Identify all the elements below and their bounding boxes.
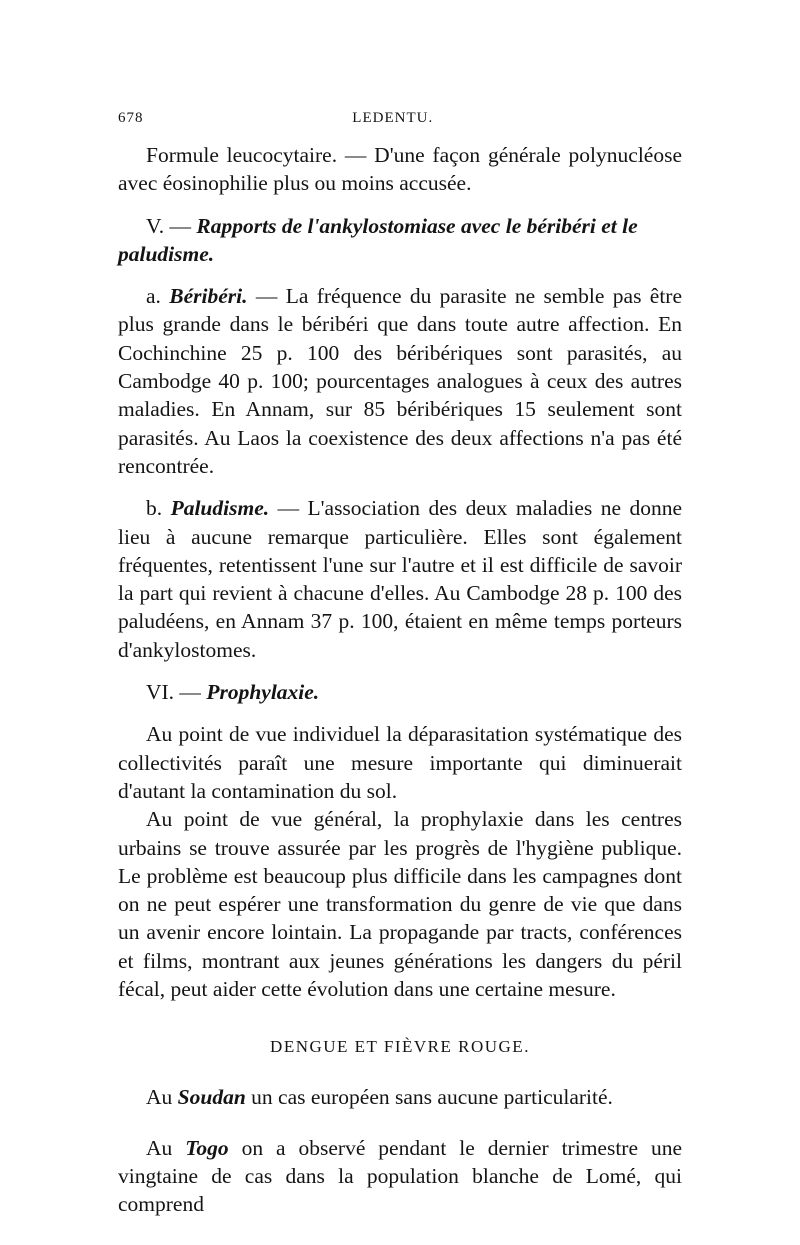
paludisme-term: Paludisme. — [170, 496, 270, 521]
section-vi-title: Prophylaxie. — [206, 680, 320, 705]
section-v-title: Rapports de l'ankylostomiase avec le béribéri et le paludisme. — [118, 213, 638, 266]
section-v-numeral: V. — — [146, 213, 197, 238]
soudan-text: un cas européen sans aucune particularité. — [245, 1085, 613, 1110]
page-header — [118, 110, 682, 127]
section-vi-heading — [118, 678, 682, 706]
beriberi-text: — La fréquence du parasite ne semble pas être plus grande dans le béribéri que dans toute autre affection. En Cochinchine 25 p. 100 des béribériques sont parasités, au Cambodge 40 p. 100; pourcentages analogues à ceux des autres maladies. En Annam, sur 85 béribériques 15 seulement sont parasités. Au Laos la coexistence des deux affections n'a pas été rencontrée. — [118, 284, 683, 478]
togo-prefix: Au — [146, 1135, 186, 1160]
dengue-heading: DENGUE ET FIÈVRE ROUGE. — [270, 1037, 530, 1057]
togo-place: Togo — [185, 1135, 229, 1160]
beriberi-term: Béribéri. — [169, 284, 248, 309]
beriberi-label: a. — [146, 284, 170, 309]
paludisme-paragraph — [118, 494, 682, 664]
section-vi-numeral: VI. — — [146, 680, 207, 705]
soudan-prefix: Au — [146, 1085, 178, 1110]
prophylaxie-paragraph-2: Au point de vue général, la prophylaxie dans les centres urbains se trouve assurée par les progrès de l'hygiène publique. Le problème est beaucoup plus difficile dans les campagnes dont on ne peut espérer une transformation du genre de vie que dans un avenir encore lointain. La propagande par tracts, conférences et films, montrant aux jeunes générations les dangers du péril fécal, peut aider cette évolution dans une certaine mesure. — [118, 807, 682, 1002]
togo-text: on a observé pendant le dernier trimestre une vingtaine de cas dans la population blanche de Lomé, qui comprend — [118, 1135, 682, 1217]
togo-paragraph — [118, 1134, 682, 1219]
soudan-paragraph — [118, 1083, 682, 1111]
formule-paragraph: Formule leucocytaire. — D'une façon générale polynucléose avec éosinophilie plus ou moins accusée. — [118, 143, 682, 196]
section-v-heading — [118, 212, 682, 269]
prophylaxie-paragraph-1: Au point de vue individuel la déparasitation systématique des collectivités paraît une mesure importante qui diminuerait d'autant la contamination du sol. — [118, 722, 682, 803]
beriberi-paragraph — [118, 282, 682, 480]
running-title: LEDENTU. — [352, 110, 434, 126]
document-page — [118, 110, 682, 1219]
page-number: 678 — [118, 110, 144, 126]
paludisme-text: — L'association des deux maladies ne donne lieu à aucune remarque particulière. Elles sont également fréquentes, retentissent l'une sur l'autre et il est difficile de savoir la part qui revient à chacune d'elles. Au Cambodge 28 p. 100 des paludéens, en Annam 37 p. 100, étaient en même temps porteurs d'ankylostomes. — [118, 496, 682, 662]
paludisme-label: b. — [146, 496, 171, 521]
soudan-place: Soudan — [177, 1085, 246, 1110]
